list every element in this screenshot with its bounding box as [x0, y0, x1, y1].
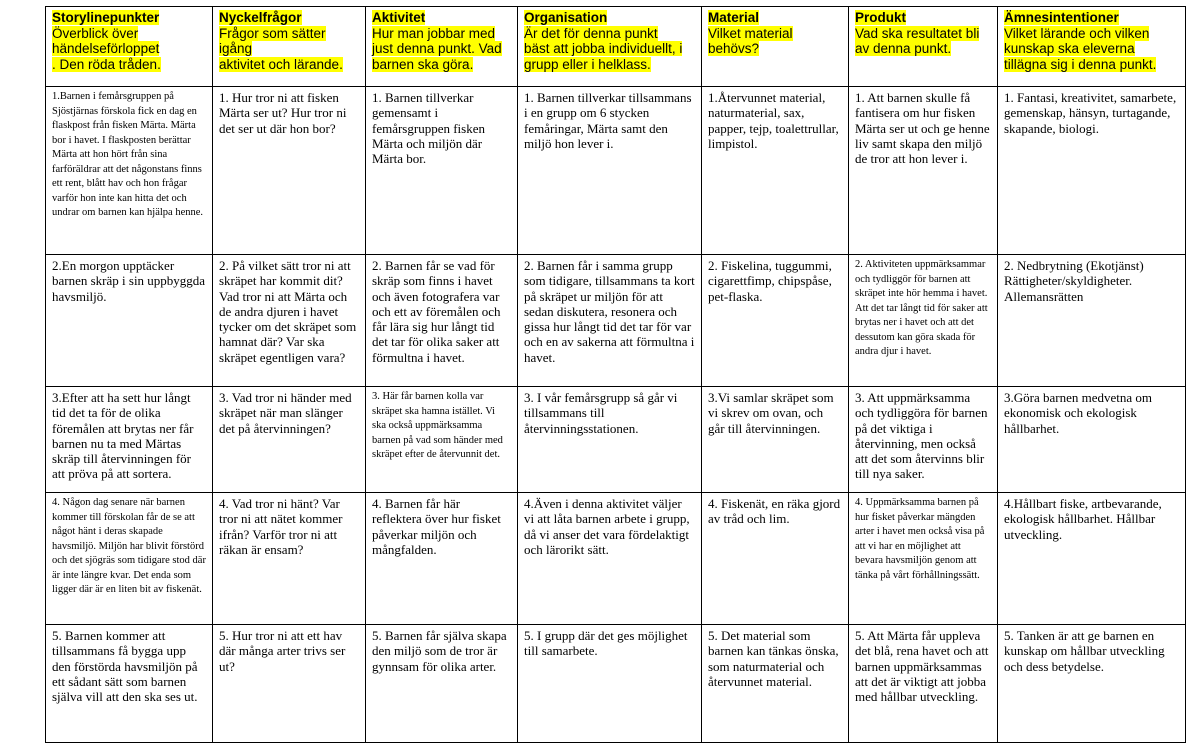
- table-cell: 5. Det material som barnen kan tänkas önska, som naturmaterial och återvunnet material.: [702, 625, 849, 743]
- table-cell: 3. I vår femårsgrupp så går vi tillsammans till återvinningsstationen.: [518, 387, 702, 493]
- header-title: Organisation: [524, 10, 608, 25]
- table-cell: 3. Vad tror ni händer med skräpet när man slänger det på återvinningen?: [213, 387, 366, 493]
- table-cell: 1. Att barnen skulle få fantisera om hur fisken Märta ser ut och ge henne liv samt skapa den miljö de tror att hon lever i.: [849, 87, 998, 255]
- header-title: Produkt: [855, 10, 907, 25]
- header-amnesintentioner: [998, 7, 1186, 87]
- header-desc-line: kunskap ska eleverna: [1004, 41, 1135, 56]
- table-cell: 5. Barnen kommer att tillsammans få bygga upp den förstörda havsmiljön på ett sådant sätt som barnen själva vill att den ska ses ut.: [46, 625, 213, 743]
- table-cell: 2. Aktiviteten uppmärksammar och tydliggör för barnen att skräpet inte hör hemma i havet. Att det tar långt tid för saker att brytas ner i havet och att det dessutom kan göra skada för andra djur i havet.: [849, 255, 998, 387]
- header-desc-line: Överblick över: [52, 25, 139, 41]
- table-cell: 5. Barnen får själva skapa den miljö som de tror är gynnsam för olika arter.: [366, 625, 518, 743]
- header-title: Storylinepunkter: [52, 10, 160, 25]
- header-desc-line: händelseförloppet: [52, 41, 160, 56]
- header-aktivitet: [366, 7, 518, 87]
- header-desc-line: tillägna sig i denna punkt.: [1004, 56, 1157, 72]
- table-cell: 4. Fiskenät, en räka gjord av tråd och lim.: [702, 493, 849, 625]
- header-title: Material: [708, 10, 760, 25]
- table-cell: 3.Vi samlar skräpet som vi skrev om ovan, och går till återvinningen.: [702, 387, 849, 493]
- table-cell: 1.Återvunnet material, naturmaterial, sax, papper, tejp, toalettrullar, limpistol.: [702, 87, 849, 255]
- table-row: [46, 387, 1186, 493]
- table-row: [46, 87, 1186, 255]
- table-row: [46, 255, 1186, 387]
- table-cell: 2. På vilket sätt tror ni att skräpet har kommit dit? Vad tror ni att Märta och de andra djuren i havet tycker om det skräpet som hamnat där? Var ska skräpet egentligen vara?: [213, 255, 366, 387]
- table-cell: 2. Barnen får se vad för skräp som finns i havet och även fotografera var och ett av föremålen och får lära sig hur långt tid det tar för olika saker att förmultna i havet.: [366, 255, 518, 387]
- header-desc-line: Vilket lärande och vilken: [1004, 25, 1150, 41]
- table-row: [46, 493, 1186, 625]
- header-produkt: [849, 7, 998, 87]
- table-cell: 1. Hur tror ni att fisken Märta ser ut? Hur tror ni det ser ut där hon bor?: [213, 87, 366, 255]
- header-desc-line: grupp eller i helklass.: [524, 56, 651, 72]
- table-cell: 1.Barnen i femårsgruppen på Sjöstjärnas förskola fick en dag en flaskpost från fisken Märta. Märta bor i havet. I flaskposten berättar Märta att hon hört från sina farföräldrar att det någonstans finns ett rent, blått hav och hon frågar varför hon inte kan hitta det och undrar om barnen kan hjälpa henne.: [46, 87, 213, 255]
- table-cell: 5. Tanken är att ge barnen en kunskap om hållbar utveckling och dess betydelse.: [998, 625, 1186, 743]
- header-desc-line: bäst att jobba individuellt, i: [524, 41, 683, 56]
- header-title: Ämnesintentioner: [1004, 10, 1119, 25]
- header-material: [702, 7, 849, 87]
- table-cell: 4. Någon dag senare när barnen kommer till förskolan får de se att något hänt i deras skapade havsmiljö. Miljön har blivit förstörd och det sjögräs som tidigare stod där är inte längre kvar. Det enda som ligger där är en liten bit av fiskenät.: [46, 493, 213, 625]
- table-cell: 3.Efter att ha sett hur långt tid det ta för de olika föremålen att brytas ner får barnen nu ta med Märtas skräp till återvinningen för att pröva på att sortera.: [46, 387, 213, 493]
- header-row: [46, 7, 1186, 87]
- table-cell: 4.Även i denna aktivitet väljer vi att låta barnen arbete i grupp, då vi anser det vara fördelaktigt och lärorikt sätt.: [518, 493, 702, 625]
- header-desc-line: Vad ska resultatet bli: [855, 25, 980, 41]
- header-desc-line: just denna punkt. Vad: [372, 41, 502, 56]
- table-cell: 3. Här får barnen kolla var skräpet ska hamna istället. Vi ska också uppmärksamma barnen på vad som händer med skräpet efter de återvunnit det.: [366, 387, 518, 493]
- planning-table: [45, 6, 1186, 743]
- table-cell: 5. Hur tror ni att ett hav där många arter trivs ser ut?: [213, 625, 366, 743]
- table-cell: 2. Nedbrytning (Ekotjänst) Rättigheter/skyldigheter. Allemansrätten: [998, 255, 1186, 387]
- table-cell: 4. Uppmärksamma barnen på hur fisket påverkar mängden arter i havet men också visa på att vi har en möjlighet att bevara havsmiljön genom att tänka på vårt förhållningssätt.: [849, 493, 998, 625]
- table-cell: 4. Barnen får här reflektera över hur fisket påverkar miljön och mångfalden.: [366, 493, 518, 625]
- table-cell: 2. Barnen får i samma grupp som tidigare, tillsammans ta kort på skräpet ur miljön för att sedan diskutera, resonera och gissa hur långt tid det tar för var och en av sakerna att förmultna i havet.: [518, 255, 702, 387]
- header-nyckelfragor: [213, 7, 366, 87]
- table-cell: 1. Barnen tillverkar tillsammans i en grupp om 6 stycken femåringar, Märta samt den miljö hon lever i.: [518, 87, 702, 255]
- header-desc-line: aktivitet och lärande.: [219, 56, 343, 72]
- table-cell: 3.Göra barnen medvetna om ekonomisk och ekologisk hållbarhet.: [998, 387, 1186, 493]
- header-desc-line: barnen ska göra.: [372, 56, 474, 72]
- table-cell: 1. Fantasi, kreativitet, samarbete, gemenskap, hänsyn, turtagande, skapande, biologi.: [998, 87, 1186, 255]
- header-title: Aktivitet: [372, 10, 426, 25]
- header-storylinepunkter: [46, 7, 213, 87]
- header-organisation: [518, 7, 702, 87]
- header-desc-line: behövs?: [708, 41, 760, 56]
- table-cell: 5. I grupp där det ges möjlighet till samarbete.: [518, 625, 702, 743]
- table-row: [46, 625, 1186, 743]
- table-cell: 4.Hållbart fiske, artbevarande, ekologisk hållbarhet. Hållbar utveckling.: [998, 493, 1186, 625]
- table-cell: 1. Barnen tillverkar gemensamt i femårsgruppen fisken Märta och miljön där Märta bor.: [366, 87, 518, 255]
- header-title: Nyckelfrågor: [219, 10, 302, 25]
- header-desc-line: Frågor som sätter igång: [219, 25, 326, 56]
- header-desc-line: Är det för denna punkt: [524, 25, 658, 41]
- header-desc-line: Hur man jobbar med: [372, 25, 496, 41]
- table-cell: 2. Fiskelina, tuggummi, cigarettfimp, chipspåse, pet-flaska.: [702, 255, 849, 387]
- header-desc-line: Vilket material: [708, 25, 793, 41]
- table-cell: 3. Att uppmärksamma och tydliggöra för barnen på det viktiga i återvinning, men också att det som återvinns blir till nya saker.: [849, 387, 998, 493]
- header-desc-line: . Den röda tråden.: [52, 56, 161, 72]
- table-cell: 2.En morgon upptäcker barnen skräp i sin uppbyggda havsmiljö.: [46, 255, 213, 387]
- table-cell: 4. Vad tror ni hänt? Var tror ni att nätet kommer ifrån? Varför tror ni att räkan är ensam?: [213, 493, 366, 625]
- header-desc-line: av denna punkt.: [855, 41, 952, 56]
- table-cell: 5. Att Märta får uppleva det blå, rena havet och att barnen uppmärksammas att det är viktigt att jobba med hållbar utveckling.: [849, 625, 998, 743]
- document-page: [45, 6, 1185, 743]
